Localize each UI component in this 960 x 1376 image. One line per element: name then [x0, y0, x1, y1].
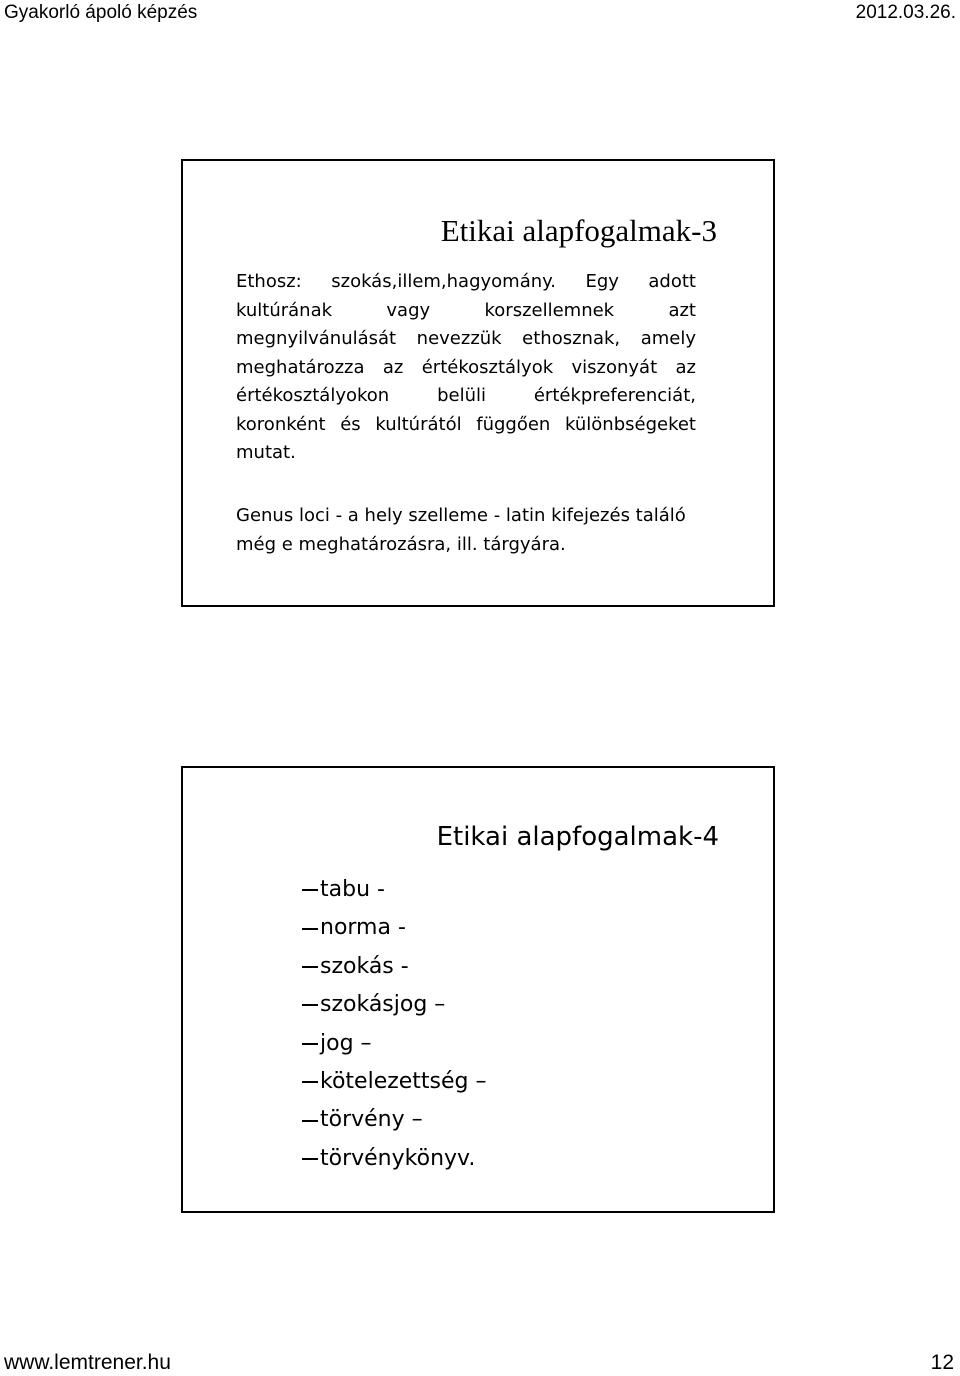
dash-bullet-icon [302, 966, 318, 968]
genus-loci-note: Genus loci - a hely szelleme - latin kifejezés találó még e meghatározásra, ill. tárgyára. [236, 505, 686, 555]
list-item-label: norma - [320, 915, 406, 941]
slide-etikai-alapfogalmak-3 [181, 159, 775, 607]
term-list [302, 871, 487, 1178]
list-item [302, 948, 487, 986]
slide-title: Etikai alapfogalmak-4 [436, 822, 719, 852]
dash-bullet-icon [302, 1043, 318, 1045]
dash-bullet-icon [302, 1120, 318, 1122]
list-item-label: kötelezettség – [320, 1069, 487, 1095]
list-item [302, 909, 487, 947]
list-item [302, 871, 487, 909]
list-item-label: jog – [320, 1030, 372, 1056]
list-item [302, 1063, 487, 1101]
list-item-label: tabu - [320, 877, 385, 902]
ethosz-definition: Ethosz: szokás,illem,hagyomány. Egy adott kultúrának vagy korszellemnek azt megnyilvánulását nevezzük ethosznak, amely meghatározza az értékosztályok viszonyát az értékosztályokon belüli értékpreferenciát, koronként és kultúrától függően különbségeket mutat. [236, 271, 696, 463]
slide-title: Etikai alapfogalmak-3 [440, 213, 717, 248]
list-item [302, 1025, 487, 1063]
list-item-label: törvény – [320, 1107, 423, 1133]
list-item-label: szokás - [320, 953, 409, 979]
dash-bullet-icon [302, 1158, 318, 1160]
list-item [302, 1140, 487, 1178]
dash-bullet-icon [302, 1004, 318, 1006]
list-item [302, 1101, 487, 1139]
list-item-label: törvénykönyv. [320, 1145, 476, 1171]
slide-etikai-alapfogalmak-4 [181, 766, 775, 1213]
list-item-label: szokásjog – [320, 992, 446, 1018]
list-item [302, 986, 487, 1024]
page-number: 12 [930, 1351, 954, 1374]
footer-website: www.lemtrener.hu [4, 1351, 171, 1374]
dash-bullet-icon [302, 889, 318, 891]
dash-bullet-icon [302, 928, 318, 930]
header-course-title: Gyakorló ápoló képzés [4, 2, 198, 23]
header-date: 2012.03.26. [855, 2, 956, 23]
dash-bullet-icon [302, 1081, 318, 1083]
